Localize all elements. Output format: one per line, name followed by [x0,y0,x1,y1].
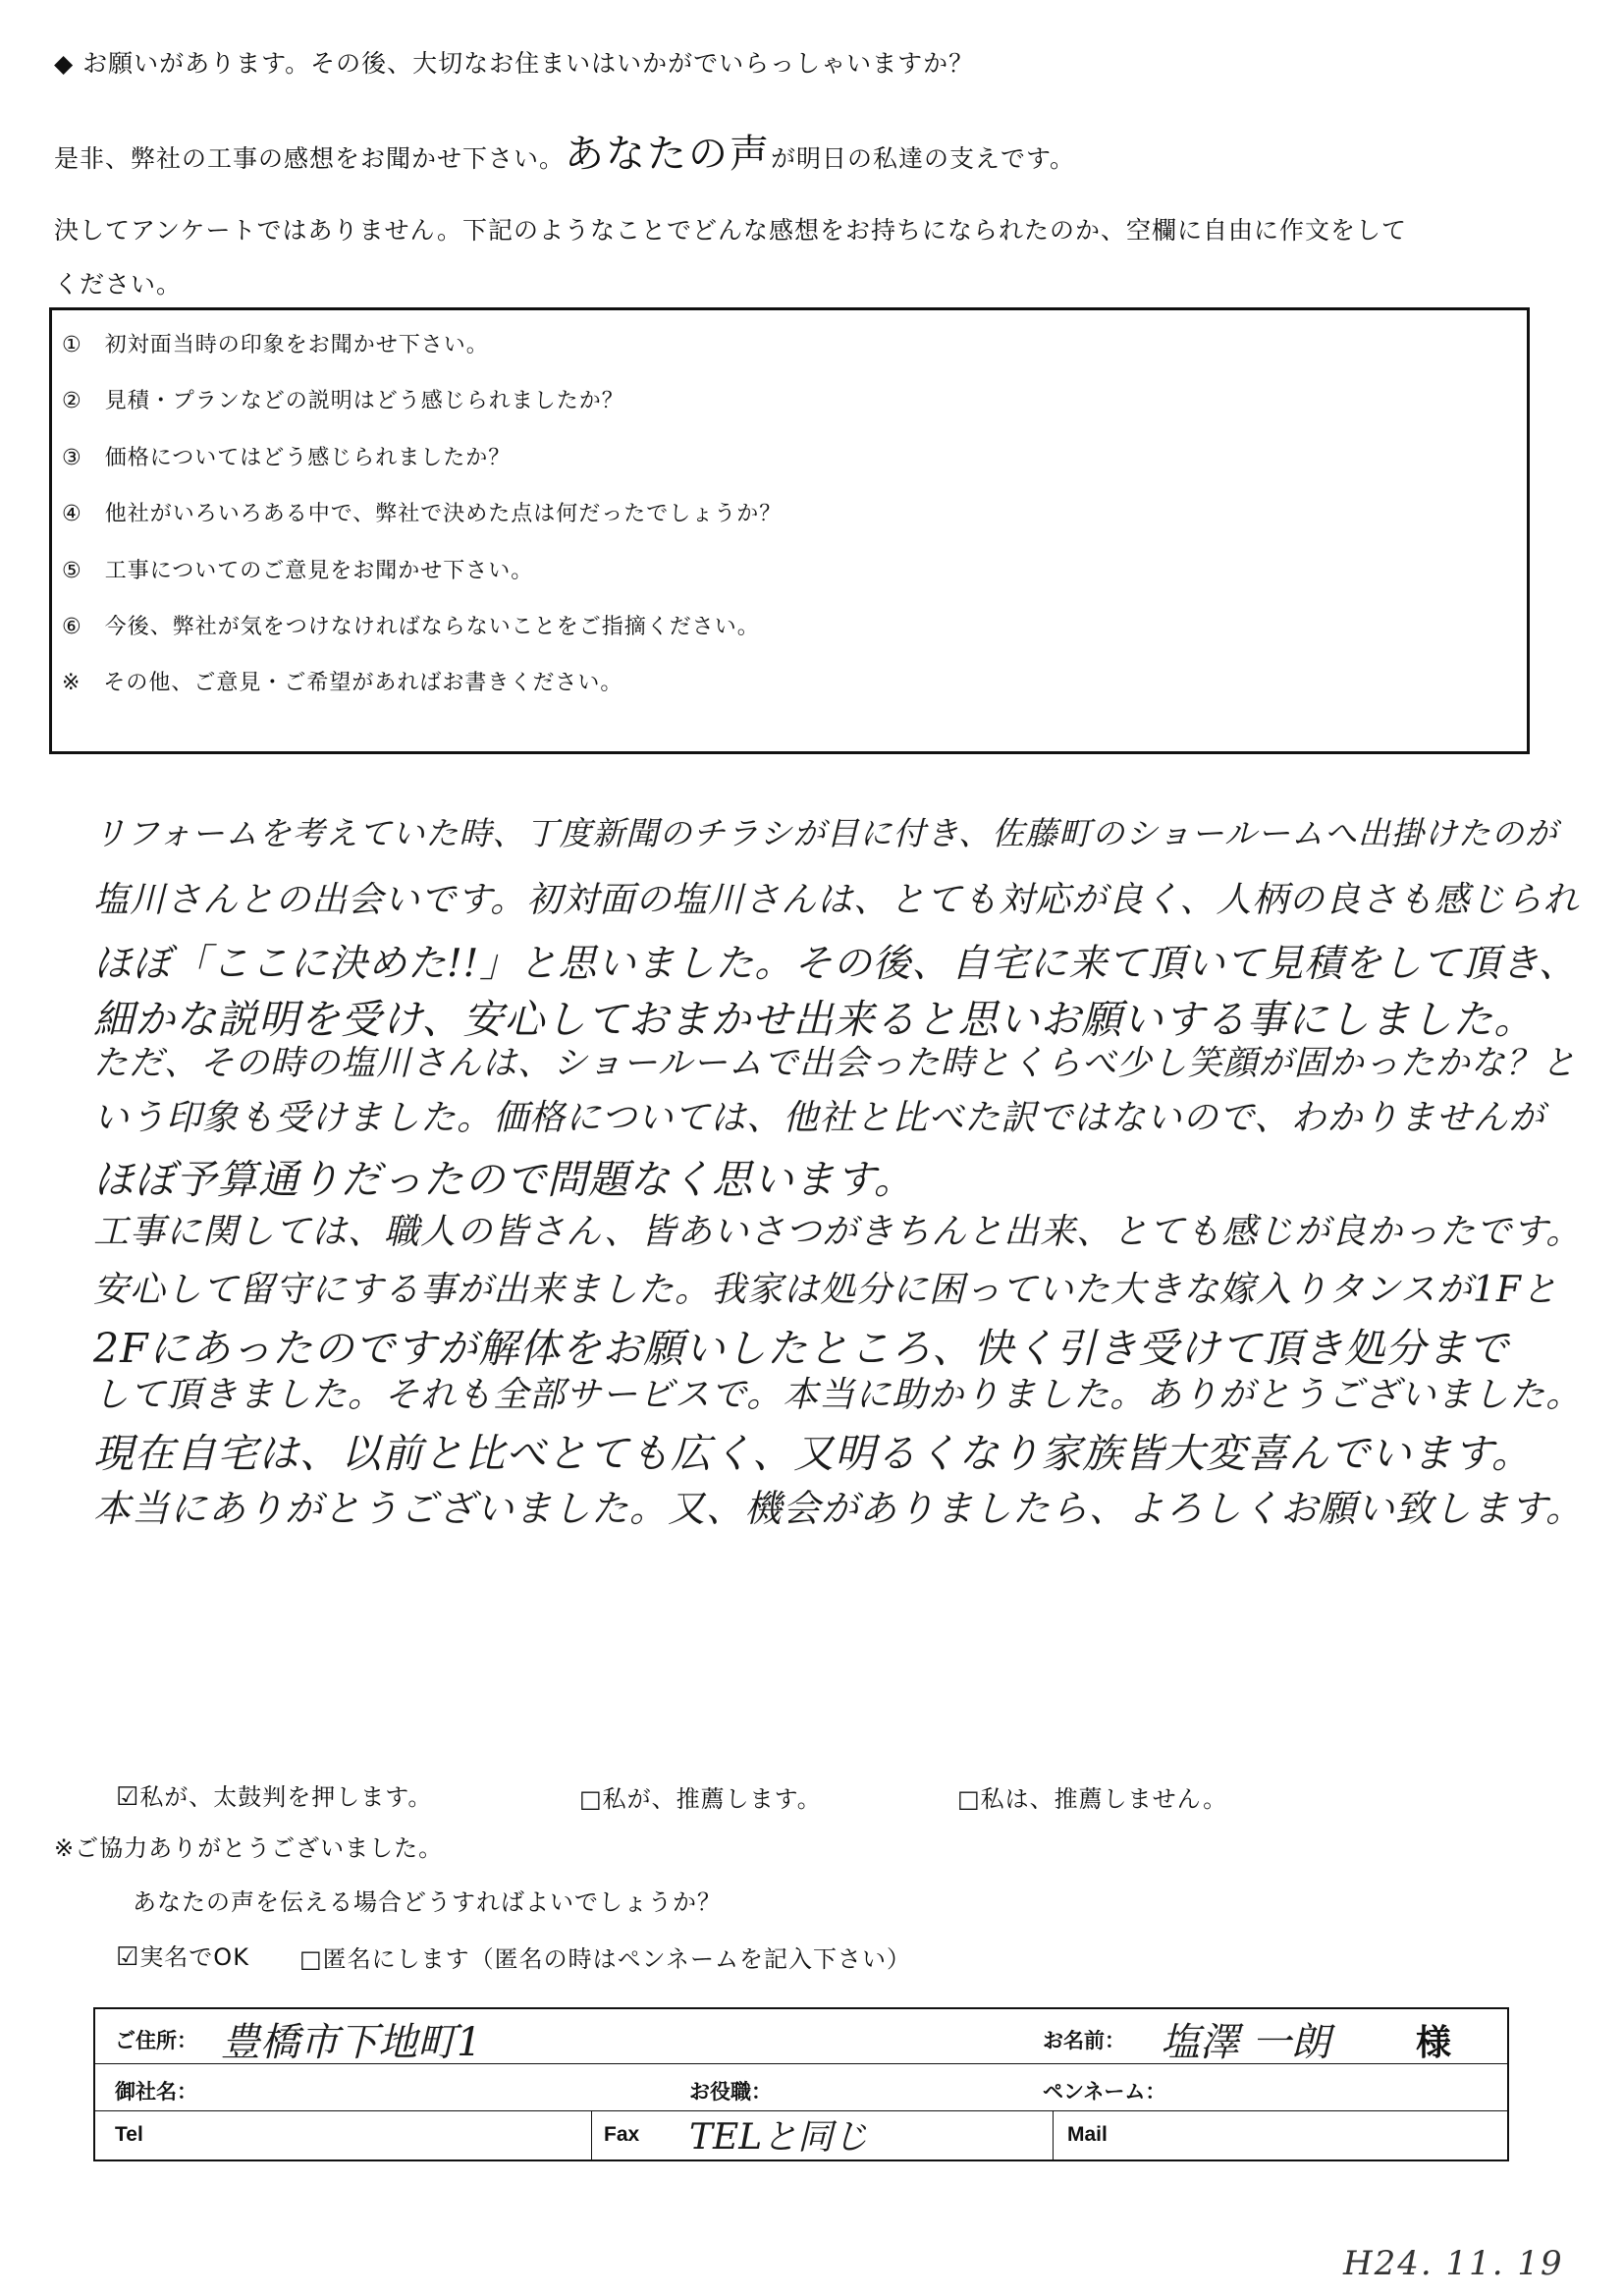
option-real-name-label: 実名でOK [139,1943,249,1971]
company-label: 御社名： [115,2081,197,2104]
answer-line: いう印象も受けました。価格については、他社と比べた訳ではないので、わかりませんが [93,1098,1545,1138]
answer-line: 2Fにあったのですが解体をお願いしたところ、快く引き受けて頂き処分まで [93,1325,1510,1372]
fax-value[interactable]: TELと同じ [689,2117,869,2158]
tel-label: Tel [115,2123,143,2146]
contact-form [93,2007,1509,2161]
answer-line: ただ、その時の塩川さんは、ショールームで出会った時とくらべ少し笑顔が固かったかな？と [93,1044,1577,1083]
answer-line: 安心して留守にする事が出来ました。我家は処分に困っていた大きな嫁入りタンスが1Fと [93,1270,1558,1310]
address-label: ご住所： [115,2030,197,2052]
thanks-note: ※ご協力ありがとうございました。 [54,1834,444,1862]
position-label: お役職： [689,2081,772,2104]
handwritten-date: H24. 11. 19 [1343,2244,1564,2283]
question-1: ① 初対面当時の印象をお聞かせ下さい。 [62,333,489,357]
check-mark-icon: ☑ [116,1942,140,1972]
answer-line: 細かな説明を受け、安心しておまかせ出来ると思いお願いする事にしました。 [93,996,1536,1043]
check-mark-icon: ☑ [116,1782,140,1812]
intro-line-1: ◆ お願いがあります。その後、大切なお住まいはいかがでいらっしゃいますか？ [54,49,975,78]
answer-line: して頂きました。それも全部サービスで。本当に助かりました。ありがとうございました。 [93,1375,1583,1415]
answer-line: 塩川さんとの出会いです。初対面の塩川さんは、とても対応が良く、人柄の良さも感じられ [93,880,1580,920]
your-voice-text: あなたの声 [565,132,772,177]
penname-label: ペンネーム： [1043,2081,1166,2104]
option-stamp-approval[interactable] [116,1777,432,1812]
option-real-name[interactable] [116,1938,249,1972]
honorific-sama: 様 [1416,2022,1452,2062]
question-5: ⑤ 工事についてのご意見をお聞かせ下さい。 [62,559,534,583]
answer-line: 本当にありがとうございました。又、機会がありましたら、よろしくお願い致します。 [93,1487,1584,1530]
name-value[interactable]: 塩澤 一朗 [1161,2020,1330,2065]
questions-box [49,307,1530,754]
fax-label: Fax [604,2123,640,2146]
intro-line-2-post: が明日の私達の支えです。 [771,144,1076,173]
answer-line: ほぼ予算通りだったので問題なく思います。 [93,1156,915,1203]
option-anonymous[interactable]: □匿名にします（匿名の時はペンネームを記入下さい） [299,1945,911,1973]
name-label: お名前： [1043,2030,1125,2052]
question-4: ④ 他社がいろいろある中で、弊社で決めた点は何だったでしょうか？ [62,502,783,526]
form-cell-divider [591,2110,592,2161]
question-6: ⑥ 今後、弊社が気をつけなければならないことをご指摘ください。 [62,615,760,639]
answer-line: 現在自宅は、以前と比べとても広く、又明るくなり家族皆大変喜んでいます。 [93,1430,1533,1477]
option-stamp-approval-label: 私が、太鼓判を押します。 [139,1783,433,1811]
voice-question: あなたの声を伝える場合どうすればよいでしょうか？ [133,1888,722,1916]
form-cell-divider [1053,2110,1054,2161]
mail-label: Mail [1067,2123,1108,2146]
intro-line-2-pre: 是非、弊社の工事の感想をお聞かせ下さい。 [54,144,566,173]
question-2: ② 見積・プランなどの説明はどう感じられましたか？ [62,389,624,413]
intro-line-2 [54,123,1075,179]
answer-line: 工事に関しては、職人の皆さん、皆あいさつがきちんと出来、とても感じが良かったです。 [93,1212,1583,1252]
option-not-recommend[interactable]: □私は、推薦しません。 [957,1785,1228,1813]
address-value[interactable]: 豊橋市下地町1 [221,2020,482,2065]
question-3: ③ 価格についてはどう感じられましたか？ [62,446,512,470]
answer-line: リフォームを考えていた時、丁度新聞のチラシが目に付き、佐藤町のショールームへ出掛けたのが [93,814,1558,852]
intro-line-4: ください。 [54,270,183,299]
answer-line: ほぼ「ここに決めた!!」と思いました。その後、自宅に来て頂いて見積をして頂き、 [93,942,1578,986]
intro-line-3: 決してアンケートではありません。下記のようなことでどんな感想をお持ちになられたのか、空欄に自由に作文をして [54,216,1408,245]
option-recommend[interactable]: □私が、推薦します。 [579,1785,822,1813]
question-other: ※ その他、ご意見・ご希望があればお書きください。 [62,671,623,695]
